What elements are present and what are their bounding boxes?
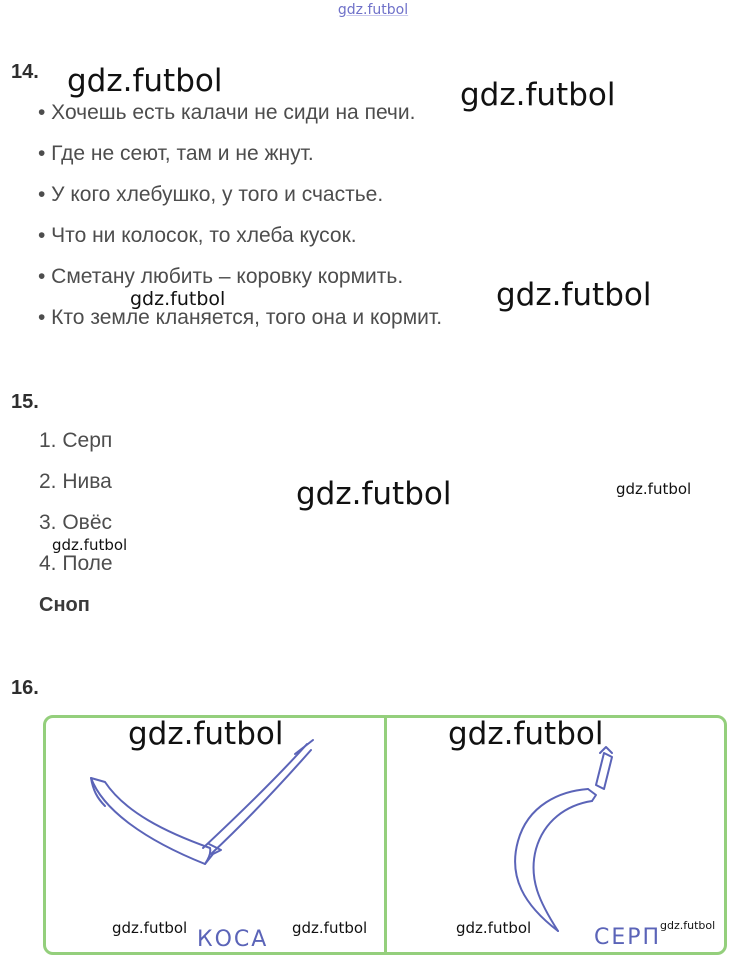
watermark: gdz.futbol	[52, 536, 128, 554]
watermark: gdz.futbol	[660, 919, 716, 932]
watermark: gdz.futbol	[616, 480, 692, 498]
site-link[interactable]: gdz.futbol	[337, 2, 409, 18]
sickle-drawing	[500, 745, 630, 945]
keyword-answer: Сноп	[39, 594, 90, 616]
frame-divider	[384, 717, 387, 953]
watermark: gdz.futbol	[292, 919, 368, 937]
watermark: gdz.futbol	[496, 277, 652, 313]
watermark: gdz.futbol	[460, 77, 616, 113]
watermark: gdz.futbol	[112, 919, 188, 937]
proverb-line: • Кто земле кланяется, того она и кормит.	[38, 306, 443, 329]
watermark: gdz.futbol	[67, 63, 223, 99]
scythe-caption: КОСА	[197, 927, 269, 952]
task-14-number: 14.	[11, 61, 39, 83]
proverb-line: • Хочешь есть калачи не сиди на печи.	[38, 101, 416, 124]
watermark: gdz.futbol	[456, 919, 532, 937]
scythe-drawing	[85, 740, 325, 890]
crossword-answer: 3. Овёс	[39, 511, 113, 534]
crossword-answer: 1. Серп	[39, 429, 113, 452]
crossword-answer: 4. Поле	[39, 552, 113, 575]
proverb-line: • У кого хлебушко, у того и счастье.	[38, 183, 384, 206]
watermark: gdz.futbol	[128, 716, 284, 752]
proverb-line: • Сметану любить – коровку кормить.	[38, 265, 404, 288]
proverb-line: • Что ни колосок, то хлеба кусок.	[38, 224, 357, 247]
task-15-number: 15.	[11, 391, 39, 413]
proverb-line: • Где не сеют, там и не жнут.	[38, 142, 314, 165]
task-16-number: 16.	[11, 677, 39, 699]
watermark: gdz.futbol	[130, 288, 226, 310]
watermark: gdz.futbol	[296, 476, 452, 512]
crossword-answer: 2. Нива	[39, 470, 112, 493]
watermark: gdz.futbol	[448, 716, 604, 752]
sickle-caption: СЕРП	[594, 925, 662, 950]
